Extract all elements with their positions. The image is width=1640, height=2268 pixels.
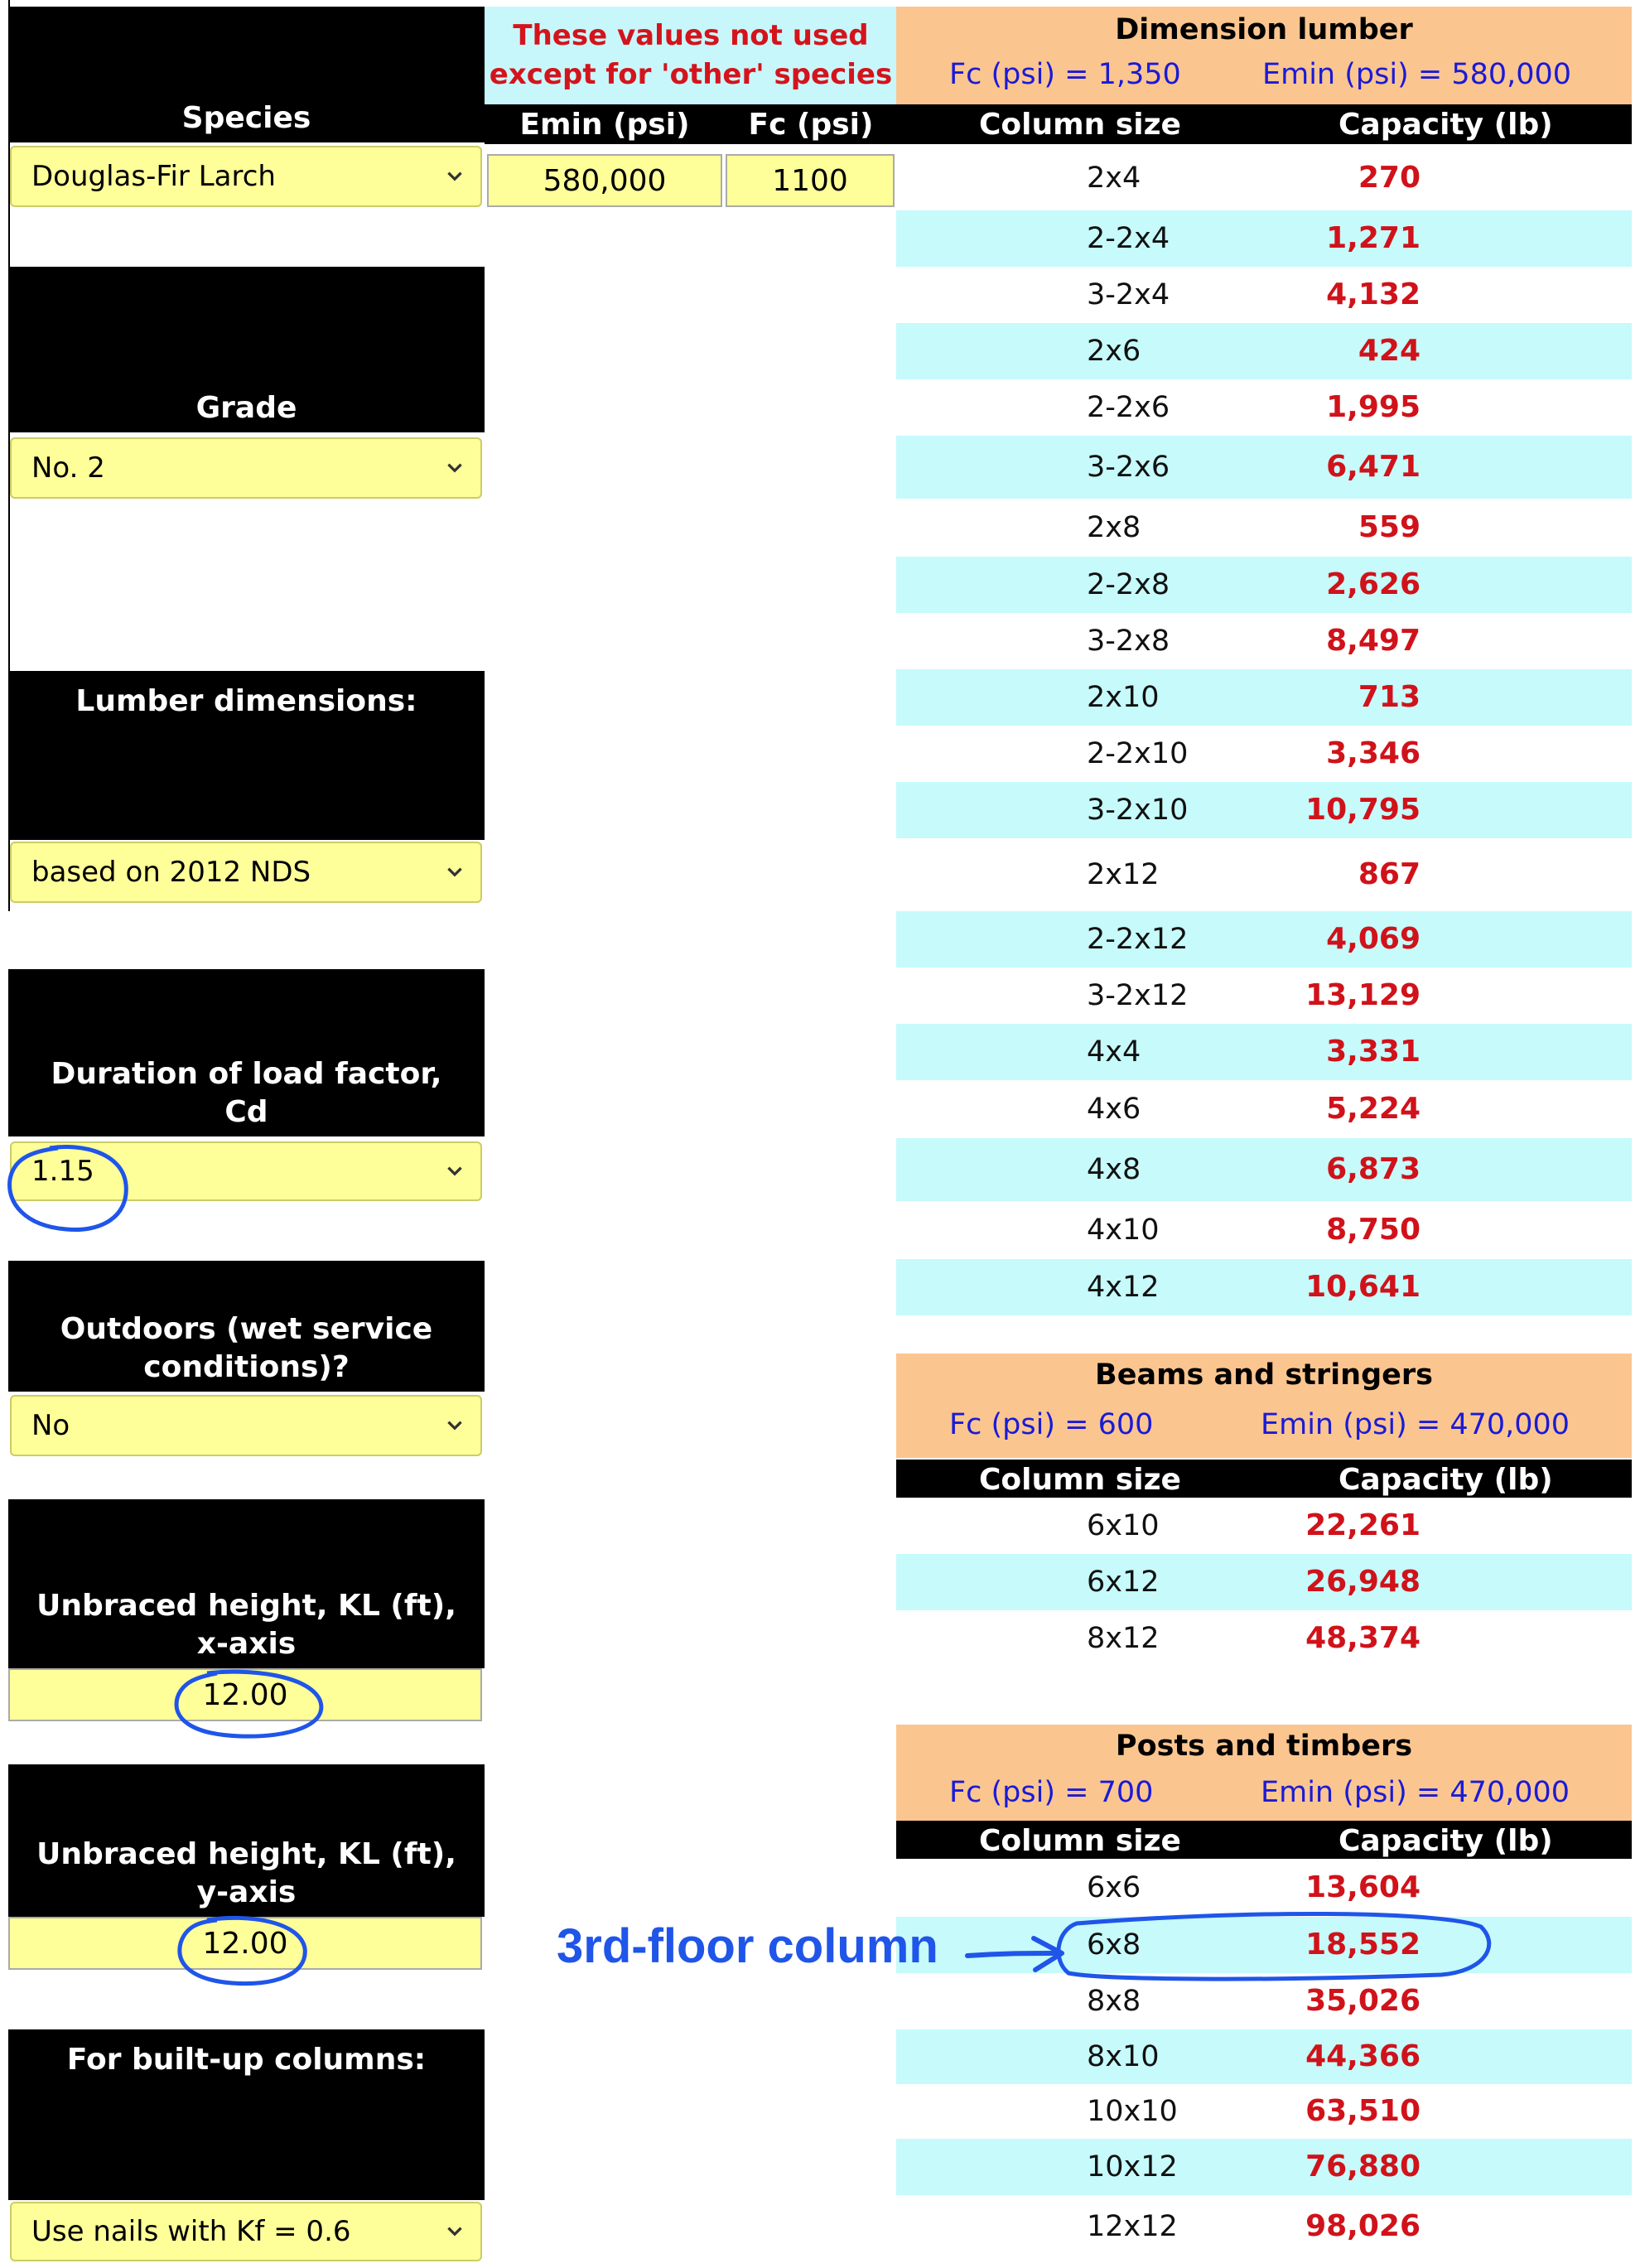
column-size-cell: 3-2x6 <box>1087 451 1170 484</box>
col-size-header: Column size <box>979 1463 1181 1497</box>
column-size-cell: 2x4 <box>1087 162 1141 195</box>
annotation-circle-kl-x <box>176 1672 321 1736</box>
column-size-cell: 8x8 <box>1087 1985 1141 2018</box>
capacity-cell: 63,510 <box>1305 2094 1421 2128</box>
capacity-cell: 424 <box>1358 334 1421 368</box>
grade-select[interactable]: No. 2 <box>10 437 482 499</box>
column-size-cell: 4x8 <box>1087 1153 1141 1186</box>
beams-title: Beams and stringers <box>1095 1358 1433 1392</box>
column-size-cell: 3-2x12 <box>1087 979 1189 1012</box>
builtup-select[interactable]: Use nails with Kf = 0.6 <box>10 2202 482 2261</box>
kl-x-heading: Unbraced height, KL (ft), x-axis <box>8 1499 485 1668</box>
capacity-cell: 98,026 <box>1305 2209 1421 2243</box>
column-size-cell: 6x8 <box>1087 1928 1141 1962</box>
outdoors-heading: Outdoors (wet service conditions)? <box>8 1261 485 1392</box>
emin-input[interactable]: 580,000 <box>487 154 722 207</box>
grade-heading: Grade <box>8 267 485 432</box>
capacity-cell: 6,873 <box>1326 1152 1421 1186</box>
col-capacity-header: Capacity (lb) <box>1339 108 1553 142</box>
lumber-dimensions-heading: Lumber dimensions: <box>8 671 485 840</box>
capacity-cell: 22,261 <box>1305 1508 1421 1542</box>
column-size-cell: 8x10 <box>1087 2040 1160 2073</box>
column-size-cell: 10x12 <box>1087 2150 1178 2184</box>
capacity-cell: 3,331 <box>1326 1035 1421 1069</box>
annotation-label: 3rd-floor column <box>557 1919 938 1973</box>
annotation-circle-kl-y <box>180 1918 305 1983</box>
capacity-cell: 4,069 <box>1326 922 1421 956</box>
column-size-cell: 10x10 <box>1087 2095 1178 2128</box>
species-select[interactable]: Douglas-Fir Larch <box>10 146 482 207</box>
column-size-cell: 2x12 <box>1087 858 1160 891</box>
column-size-cell: 2-2x8 <box>1087 568 1170 601</box>
dim-emin-label: Emin (psi) = 580,000 <box>1262 58 1572 91</box>
column-size-cell: 2x6 <box>1087 335 1141 368</box>
kl-y-heading: Unbraced height, KL (ft), y-axis <box>8 1764 485 1917</box>
column-size-cell: 3-2x4 <box>1087 278 1170 311</box>
kl-y-input[interactable]: 12.00 <box>8 1917 482 1970</box>
kl-x-input[interactable]: 12.00 <box>8 1668 482 1721</box>
capacity-cell: 8,750 <box>1326 1213 1421 1247</box>
outdoors-select[interactable]: No <box>10 1395 482 1456</box>
col-size-header: Column size <box>979 1824 1181 1858</box>
column-size-cell: 2x8 <box>1087 511 1141 544</box>
capacity-cell: 8,497 <box>1326 624 1421 658</box>
annotation-circle-duration <box>10 1147 127 1230</box>
column-size-cell: 6x6 <box>1087 1871 1141 1904</box>
capacity-cell: 867 <box>1358 857 1421 891</box>
capacity-cell: 1,995 <box>1326 390 1421 424</box>
column-size-cell: 2-2x6 <box>1087 391 1170 424</box>
duration-heading: Duration of load factor, Cd <box>8 969 485 1136</box>
column-size-cell: 6x10 <box>1087 1509 1160 1542</box>
annotation-oval-6x8 <box>1059 1913 1489 1979</box>
column-size-cell: 2x10 <box>1087 681 1160 714</box>
capacity-cell: 13,129 <box>1305 978 1421 1012</box>
capacity-cell: 35,026 <box>1305 1984 1421 2018</box>
col-capacity-header: Capacity (lb) <box>1339 1463 1553 1497</box>
col-capacity-header: Capacity (lb) <box>1339 1824 1553 1858</box>
capacity-cell: 3,346 <box>1326 736 1421 770</box>
dimension-lumber-title: Dimension lumber <box>1115 13 1413 46</box>
arrow-icon <box>967 1938 1062 1970</box>
capacity-cell: 44,366 <box>1305 2039 1421 2073</box>
posts-title: Posts and timbers <box>1115 1730 1413 1763</box>
column-size-cell: 4x4 <box>1087 1035 1141 1069</box>
capacity-cell: 713 <box>1358 680 1421 714</box>
posts-emin-label: Emin (psi) = 470,000 <box>1261 1776 1570 1809</box>
beams-fc-label: Fc (psi) = 600 <box>949 1408 1154 1441</box>
fc-header: Fc (psi) <box>725 104 897 144</box>
species-heading: Species <box>8 7 485 142</box>
capacity-cell: 76,880 <box>1305 2150 1421 2184</box>
capacity-cell: 10,795 <box>1305 793 1421 827</box>
other-species-note: These values not used except for 'other' species <box>485 7 897 104</box>
capacity-cell: 559 <box>1358 510 1421 544</box>
capacity-cell: 18,552 <box>1305 1928 1421 1962</box>
beams-emin-label: Emin (psi) = 470,000 <box>1261 1408 1570 1441</box>
fc-input[interactable]: 1100 <box>726 154 895 207</box>
capacity-cell: 48,374 <box>1305 1621 1421 1655</box>
column-size-cell: 4x12 <box>1087 1271 1160 1304</box>
capacity-cell: 270 <box>1358 161 1421 195</box>
column-size-cell: 4x6 <box>1087 1093 1141 1126</box>
capacity-cell: 4,132 <box>1326 277 1421 311</box>
column-size-cell: 2-2x12 <box>1087 923 1189 956</box>
column-size-cell: 3-2x10 <box>1087 794 1189 827</box>
posts-fc-label: Fc (psi) = 700 <box>949 1776 1154 1809</box>
column-size-cell: 2-2x4 <box>1087 222 1170 255</box>
emin-header: Emin (psi) <box>485 104 725 144</box>
column-size-cell: 12x12 <box>1087 2210 1178 2243</box>
builtup-heading: For built-up columns: <box>8 2029 485 2200</box>
column-size-cell: 2-2x10 <box>1087 737 1189 770</box>
capacity-cell: 13,604 <box>1305 1870 1421 1904</box>
dim-fc-label: Fc (psi) = 1,350 <box>949 58 1181 91</box>
capacity-cell: 1,271 <box>1326 221 1421 255</box>
column-size-cell: 6x12 <box>1087 1566 1160 1599</box>
col-size-header: Column size <box>979 108 1181 142</box>
duration-select[interactable]: 1.15 <box>10 1141 482 1201</box>
capacity-cell: 10,641 <box>1305 1270 1421 1304</box>
capacity-cell: 6,471 <box>1326 450 1421 484</box>
column-size-cell: 3-2x8 <box>1087 625 1170 658</box>
lumber-dimensions-select[interactable]: based on 2012 NDS <box>10 842 482 903</box>
capacity-cell: 26,948 <box>1305 1565 1421 1599</box>
capacity-cell: 5,224 <box>1326 1092 1421 1126</box>
capacity-cell: 2,626 <box>1326 567 1421 601</box>
column-size-cell: 4x10 <box>1087 1214 1160 1247</box>
column-size-cell: 8x12 <box>1087 1622 1160 1655</box>
